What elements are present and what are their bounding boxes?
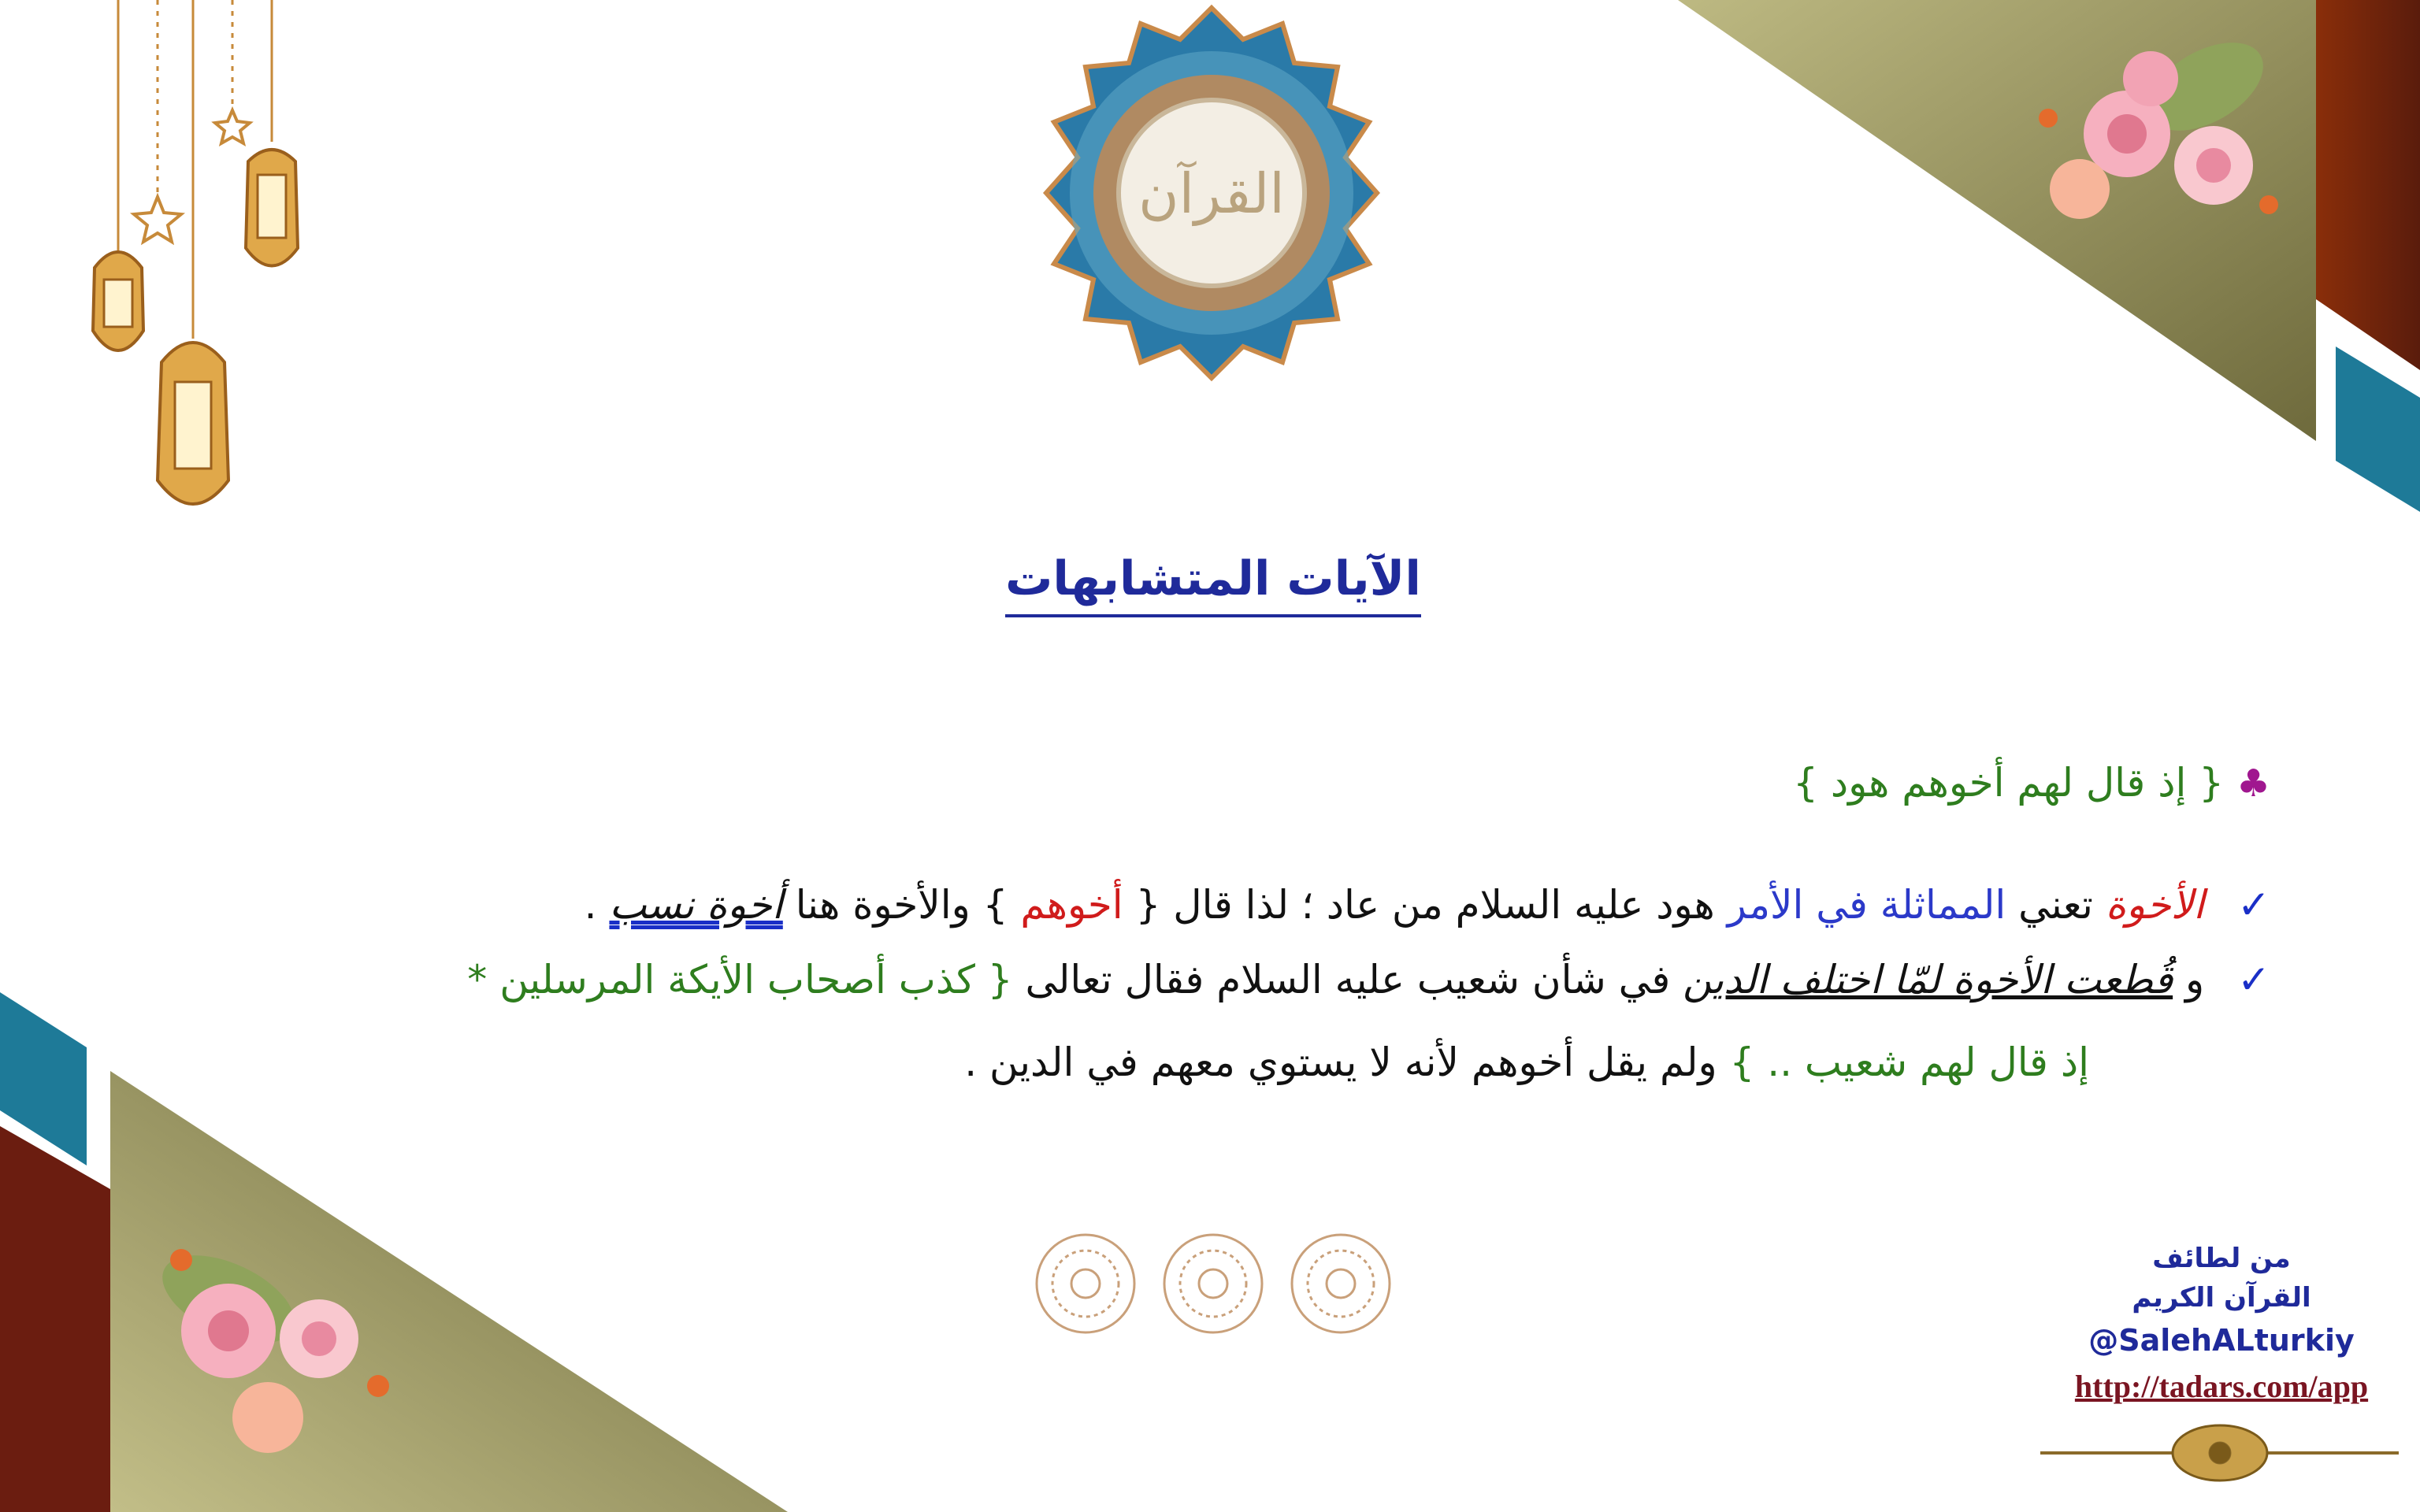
page-title-text: الآيات المتشابهات: [1005, 551, 1421, 617]
bottom-left-brown-band: [0, 1126, 110, 1512]
checkmark-icon: ✓: [2237, 957, 2270, 1002]
point-1-highlight: المماثلة في الأمر: [1727, 882, 2006, 928]
top-right-teal-band: [2336, 346, 2420, 512]
rosette-icon: [1037, 1235, 1390, 1332]
page-title: [867, 551, 1560, 606]
credit-line-2: القرآن الكريم: [2132, 1282, 2311, 1314]
point-2-continuation: [102, 1040, 2089, 1085]
point-1: [102, 882, 2270, 928]
credit-line-1: من لطائف: [2152, 1243, 2291, 1274]
club-bullet-icon: ♣: [2236, 762, 2270, 806]
point-2: [102, 957, 2270, 1002]
point-1-text-a: تعني: [2018, 882, 2093, 928]
credit-handle[interactable]: @SalehALturkiy: [2088, 1323, 2355, 1358]
point-2-text-b: في شأن شعيب عليه السلام فقال تعالى: [1025, 957, 1671, 1002]
checkmark-icon: ✓: [2237, 882, 2270, 928]
verse-heading-text: { إذ قال لهم أخوهم هود }: [1793, 760, 2225, 806]
point-2-emphasis: قُطعت الأخوة لمّا اختلف الدين: [1683, 957, 2173, 1002]
credit-url-link[interactable]: http://tadars.com/app: [2074, 1369, 2369, 1404]
point-1-term: الأخوة: [2105, 882, 2205, 928]
point-3-verse: إذ قال لهم شعيب .. }: [1729, 1040, 2089, 1085]
point-1-end: .: [584, 882, 597, 928]
point-1-text-b: هود عليه السلام من عاد ؛ لذا قال {: [1135, 882, 1715, 928]
quran-medallion-icon: [1046, 8, 1377, 378]
verse-heading: [102, 760, 2270, 806]
point-1-emphasis: أخوة نسب: [609, 882, 783, 928]
top-right-brown-band: [2316, 0, 2420, 370]
point-2-verse: { كذب أصحاب الأيكة المرسلين *: [467, 957, 1013, 1002]
lantern-icon: [93, 0, 298, 504]
point-2-text-a: و: [2185, 957, 2205, 1002]
point-1-text-c: } والأخوة هنا: [795, 882, 1008, 928]
point-1-quote: أخوهم: [1020, 882, 1123, 928]
svg-text:القرآن: القرآن: [1138, 161, 1285, 226]
point-3-text: ولم يقل أخوهم لأنه لا يستوي معهم في الدين .: [964, 1040, 1717, 1085]
ornament-divider-icon: [2040, 1425, 2399, 1480]
